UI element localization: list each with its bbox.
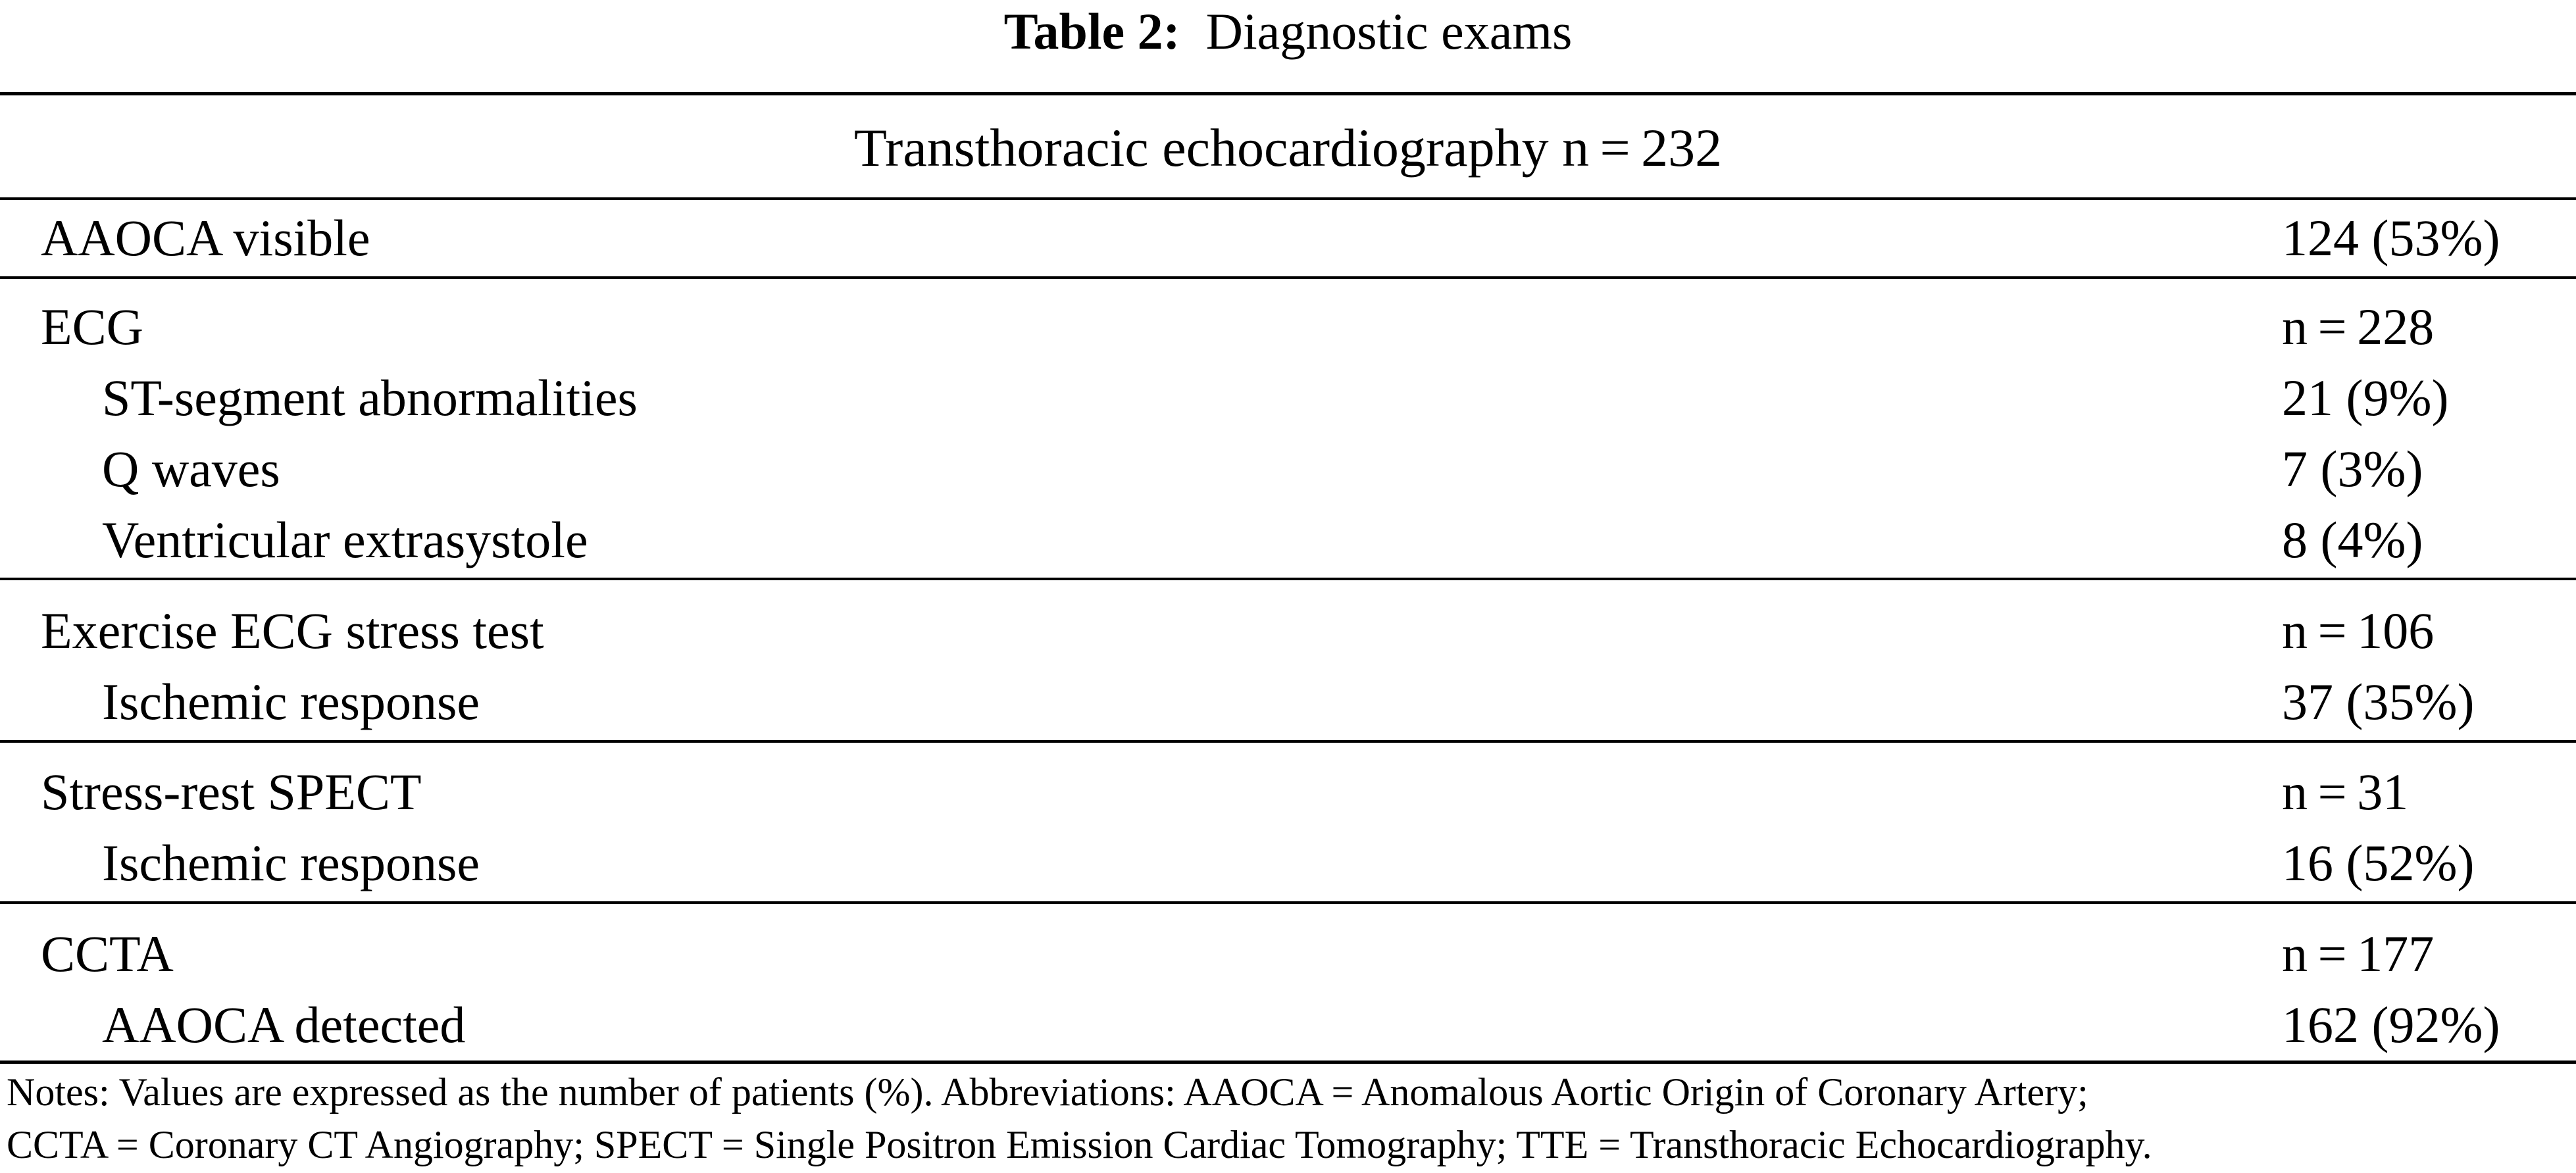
row-label: Q waves (102, 440, 280, 497)
row-label: Ischemic response (102, 834, 480, 891)
section-divider (0, 578, 2576, 580)
row-label: Stress-rest SPECT (41, 763, 422, 820)
row-label: Ischemic response (102, 673, 480, 730)
table-row (0, 595, 2576, 666)
section-divider (0, 740, 2576, 743)
row-label: CCTA (41, 925, 174, 982)
row-value: n = 228 (2282, 298, 2435, 355)
table-caption-label: Table 2: (1003, 3, 1180, 60)
table-caption (0, 0, 2576, 66)
table-row (0, 828, 2576, 899)
row-value: 7 (3%) (2282, 440, 2423, 497)
table-row (0, 362, 2576, 434)
row-label: Ventricular extrasystole (102, 511, 588, 568)
table-row (0, 666, 2576, 737)
row-value: n = 177 (2282, 925, 2435, 982)
row-value: 162 (92%) (2282, 996, 2500, 1053)
row-value: n = 31 (2282, 763, 2409, 820)
table-row (0, 757, 2576, 828)
row-value: 16 (52%) (2282, 834, 2475, 891)
row-label: Exercise ECG stress test (41, 602, 544, 659)
table-row (0, 203, 2576, 274)
table-row (0, 505, 2576, 576)
bottom-rule (0, 1061, 2576, 1064)
row-value: 8 (4%) (2282, 511, 2423, 568)
table-row (0, 918, 2576, 989)
notes-line: Notes: Values are expressed as the number of patients (%). Abbreviations: AAOCA = Anomalous Aortic Origin of Coronary Artery; (7, 1070, 2088, 1114)
table-row (0, 434, 2576, 505)
row-label: AAOCA visible (41, 209, 370, 266)
top-rule (0, 92, 2576, 95)
table-row (0, 989, 2576, 1061)
table-notes (7, 1066, 2152, 1171)
row-value: 21 (9%) (2282, 369, 2449, 426)
row-label: ST-segment abnormalities (102, 369, 638, 426)
notes-line: CCTA = Coronary CT Angiography; SPECT = Single Positron Emission Cardiac Tomography; TTE = Transthoracic Echocardiography. (7, 1123, 2152, 1166)
row-value: n = 106 (2282, 602, 2435, 659)
section-divider (0, 276, 2576, 279)
table-subheader: Transthoracic echocardiography n = 232 (853, 118, 1723, 178)
section-divider (0, 901, 2576, 904)
row-value: 37 (35%) (2282, 673, 2475, 730)
row-value: 124 (53%) (2282, 209, 2500, 266)
section-divider (0, 197, 2576, 200)
table-row (0, 291, 2576, 362)
row-label: AAOCA detected (102, 996, 466, 1053)
row-label: ECG (41, 298, 143, 355)
table-caption-text: Diagnostic exams (1205, 3, 1573, 60)
